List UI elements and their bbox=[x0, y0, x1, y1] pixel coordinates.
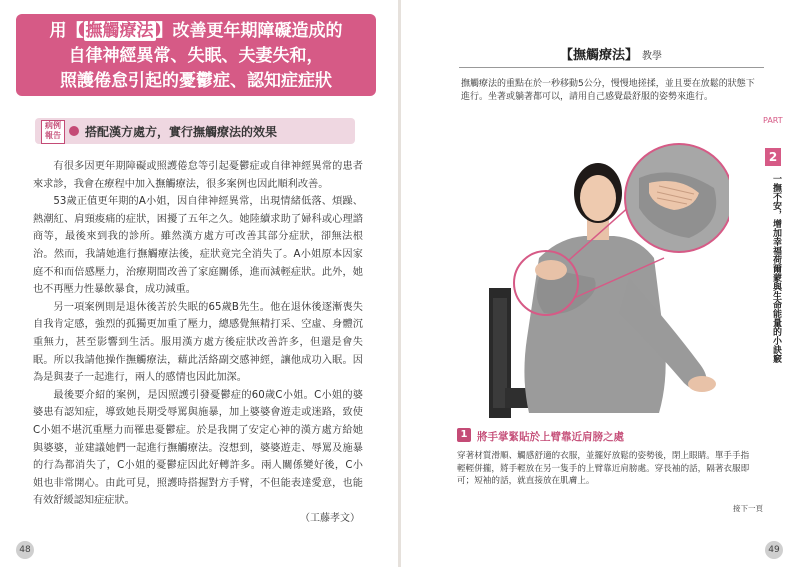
title-line-2: 自律神經異常、失眠、夫妻失和， bbox=[68, 46, 324, 66]
author-credit: （工藤孝文） bbox=[300, 513, 360, 524]
case-report-title: 搭配漢方處方，實行撫觸療法的效果 bbox=[85, 125, 278, 139]
header-divider bbox=[459, 67, 764, 68]
case-report-body bbox=[33, 158, 363, 510]
step-1 bbox=[457, 426, 767, 498]
paragraph: 最後要介紹的案例，是因照護引發憂鬱症的60歲C小姐。C小姐的婆婆患有認知症，導致她長期受辱罵與施暴，加上婆婆會遊走或迷路，致使C小姐不堪沉重壓力而罹患憂鬱症。於是我開了安定心神的漢方處方給她與婆婆，並建議她們一起進行撫觸療法。沒想到，婆婆遊走、辱罵及施暴的行為都消失了，C小姐的憂鬱症因此好轉許多。兩人關係變好後，C小姐也非常開心。由此可見，照護時搭握對方手臂，不但能表達愛意，也能有效舒緩認知症症狀。 bbox=[33, 389, 363, 507]
paragraph: 另一項案例則是退休後苦於失眠的65歲B先生。他在退休後逐漸喪失自我肯定感，強烈的孤獨更加重了壓力，總感覺無精打采、空虛、身體沉重無力，甚至影響到生活。服用漢方處方後症狀改善許多，但還是會失眠。所以我請他操作撫觸療法，藉此活絡副交感神經，讓他成功入眠。因為是與妻子一起進行，兩人的感情也因此加深。 bbox=[33, 301, 363, 384]
right-page bbox=[401, 0, 799, 567]
paragraph: 53歲正值更年期的A小姐，因自律神經異常，出現情緒低落、煩躁、熱潮紅、肩頸痠痛的症狀，困擾了五年之久。她陸續求助了婦科或心理諮商等，最後來到我的診所。雖然漢方處方可改善其部分症狀，卻無法根治。然而，我請她進行撫觸療法後，症狀竟完全消失了。A小姐原本因家庭不和而倍感壓力，治療期間改善了家庭關係，進而減輕症狀。此外，她也不再壓力性暴飲暴食，成功減重。 bbox=[33, 196, 363, 296]
case-report-header bbox=[35, 118, 355, 144]
bullet-dot-icon bbox=[69, 126, 79, 136]
method-intro: 撫觸療法的重點在於一秒移動5公分，慢慢地搓揉，並且要在放鬆的狀態下進行。坐著或躺著都可以，請用自己感覺最舒服的姿勢來進行。 bbox=[461, 79, 755, 102]
next-page-note: 接下一頁 bbox=[733, 504, 763, 513]
step-instructions: 穿著材質滑順、觸感舒適的衣服，並擺好放鬆的姿勢後，閉上眼睛。單手手指輕輕併攏，將手輕放在另一隻手的上臂靠近肩膀處。穿長袖的話，隔著衣服即可；短袖的話，就直接放在肌膚上。 bbox=[457, 451, 750, 487]
title-line-3: 照護倦怠引起的憂鬱症、認知症症狀 bbox=[60, 71, 332, 91]
title-banner bbox=[16, 14, 376, 96]
method-name: 【撫觸療法】 bbox=[559, 48, 638, 63]
chapter-side-tab bbox=[759, 112, 799, 452]
part-label: PART bbox=[763, 116, 783, 125]
demonstration-photo bbox=[489, 138, 729, 418]
left-page bbox=[0, 0, 398, 567]
part-number: 2 bbox=[765, 148, 781, 166]
method-subtitle: 教學 bbox=[642, 51, 662, 62]
page-number-right: 49 bbox=[765, 541, 783, 559]
title-line-1: 用【 撫觸療法 】改善更年期障礙造成的 bbox=[49, 21, 343, 41]
paragraph: 有很多因更年期障礙或照護倦怠等引起憂鬱症或自律神經異常的患者來求診，我會在療程中加入撫觸療法，很多案例也因此順利改善。 bbox=[33, 161, 363, 190]
step-number-badge: 1 bbox=[457, 428, 471, 442]
case-report-badge: 病例報告 bbox=[41, 120, 65, 144]
title-method-highlight: 撫觸療法 bbox=[85, 21, 154, 41]
chapter-title: 一撫不安，增加幸福荷爾蒙與生命能量的小訣竅 bbox=[771, 174, 781, 363]
page-number-left: 48 bbox=[16, 541, 34, 559]
step-title: 將手掌緊貼於上臂靠近肩膀之處 bbox=[477, 431, 624, 443]
method-header bbox=[456, 44, 766, 63]
